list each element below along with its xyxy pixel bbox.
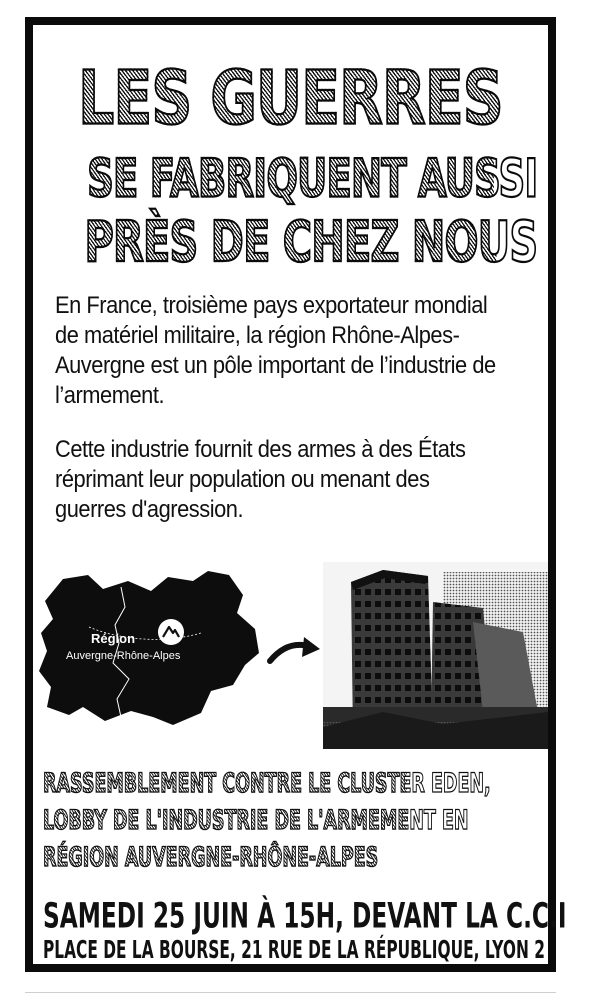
- intro-paragraph: En France, troisième pays exportateur mondial de matériel militaire, la région Rhône-Alpes-Auvergne est un pôle important de l’industrie de l’armement.: [55, 292, 496, 409]
- rally-line-3: RÉGION AUVERGNE-RHÔNE-ALPES: [43, 844, 407, 870]
- headline-line-1: LES GUERRES: [69, 62, 512, 136]
- bottom-divider: [25, 992, 556, 993]
- headline-line-3: PRÈS DE CHEZ NOUS: [84, 209, 538, 275]
- poster: [25, 17, 567, 972]
- arrow-icon: [266, 631, 326, 671]
- region-map: [33, 567, 283, 727]
- headline-line-2: SE FABRIQUENT AUSSI: [87, 148, 538, 211]
- region-map-shape: [33, 567, 283, 727]
- event-place: PLACE DE LA BOURSE, 21 RUE DE LA RÉPUBLIQUE, LYON 2: [43, 935, 545, 965]
- region-name: Région: [91, 631, 136, 646]
- region-subtitle: Auvergne-Rhône-Alpes: [66, 650, 181, 662]
- industry-paragraph: Cette industrie fournit des armes à des États réprimant leur population ou menant des guerres d'agression.: [55, 436, 466, 523]
- rally-line-2: LOBBY DE L'INDUSTRIE DE L'ARMEMENT EN: [43, 804, 469, 836]
- region-logo-icon: [158, 619, 184, 645]
- event-date-time: SAMEDI 25 JUIN À 15H, DEVANT LA C.C.I: [43, 894, 567, 936]
- rally-line-1: RASSEMBLEMENT CONTRE LE CLUSTER EDEN,: [43, 767, 491, 799]
- destroyed-building-photo: [323, 562, 548, 749]
